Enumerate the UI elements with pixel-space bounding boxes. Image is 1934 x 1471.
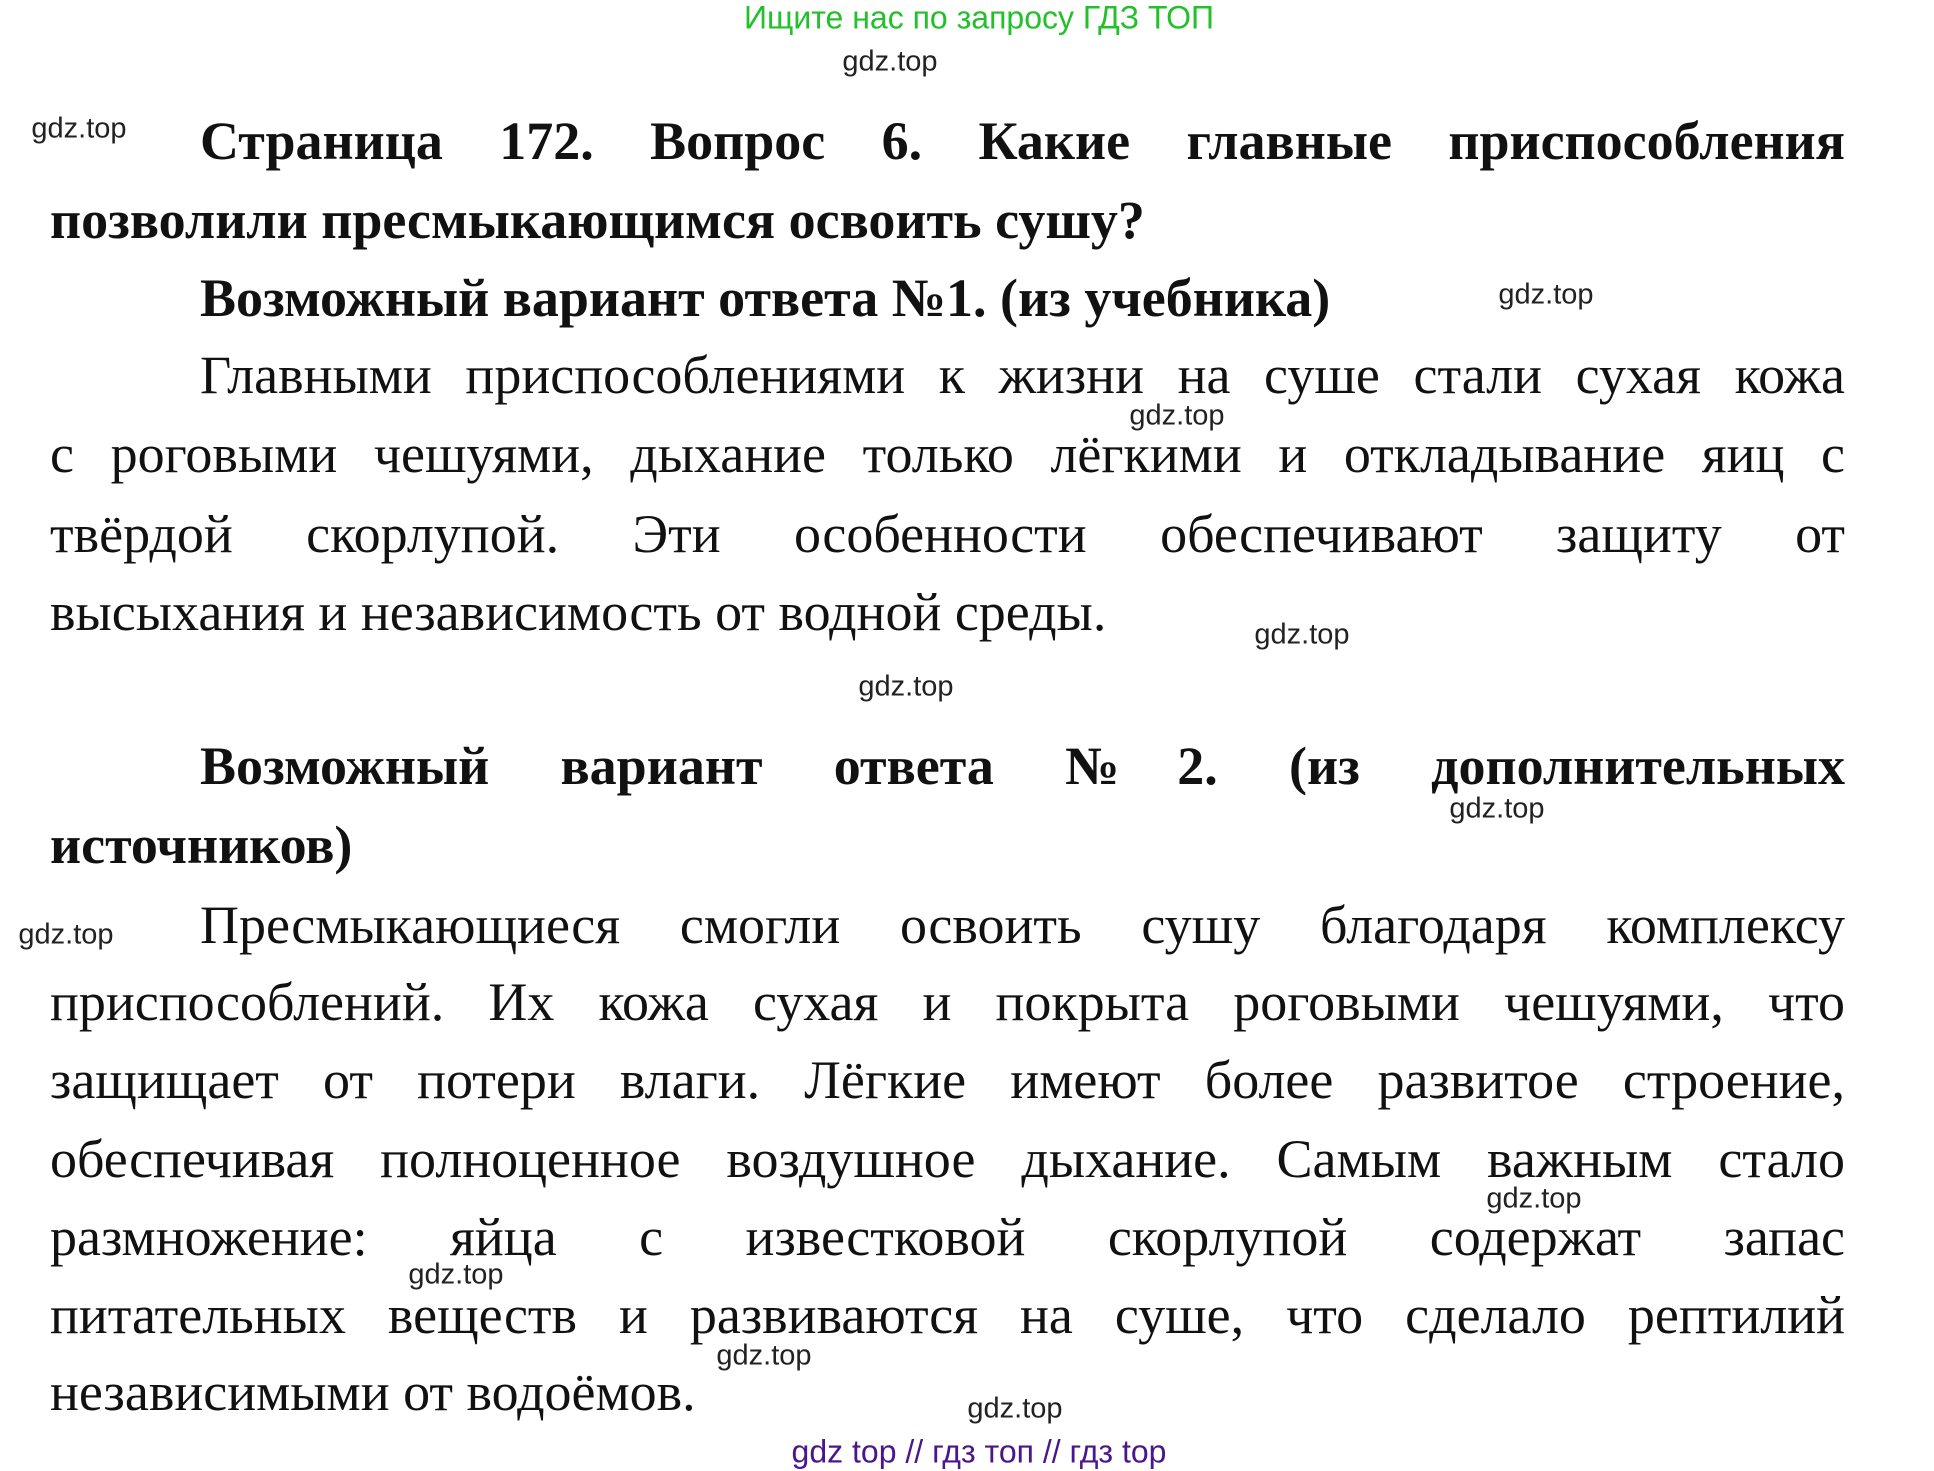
watermark: gdz.top: [31, 112, 127, 145]
answer2-line-7: независимыми от водоёмов.: [50, 1362, 696, 1422]
question-line-1: Страница 172. Вопрос 6. Какие главные приспособления: [200, 111, 1845, 171]
watermark: gdz.top: [18, 918, 114, 951]
answer2-line-5: размножение: яйца с известковой скорлупой содержат запас: [50, 1207, 1845, 1267]
watermark: gdz.top: [1254, 618, 1350, 651]
answer1-line-4: высыхания и независимость от водной среды.: [50, 582, 1107, 642]
answer2-line-6: питательных веществ и развиваются на суше, что сделало рептилий: [50, 1285, 1845, 1345]
watermark: gdz.top: [1498, 278, 1594, 311]
question-line-2: позволили пресмыкающимся освоить сушу?: [50, 190, 1145, 250]
watermark: gdz.top: [716, 1339, 812, 1372]
watermark: gdz.top: [1449, 792, 1545, 825]
answer1-line-1: Главными приспособлениями к жизни на суше стали сухая кожа: [200, 345, 1845, 405]
watermark: gdz.top: [1129, 399, 1225, 432]
watermark: gdz.top: [858, 670, 954, 703]
answer2-line-4: обеспечивая полноценное воздушное дыхание. Самым важным стало: [50, 1129, 1845, 1189]
answer2-line-2: приспособлений. Их кожа сухая и покрыта роговыми чешуями, что: [50, 972, 1845, 1032]
answer2-line-1: Пресмыкающиеся смогли освоить сушу благодаря комплексу: [200, 895, 1845, 955]
watermark: gdz.top: [408, 1258, 504, 1291]
watermark: gdz.top: [1486, 1182, 1582, 1215]
search-banner: Ищите нас по запросу ГДЗ ТОП: [744, 0, 1214, 36]
answer1-line-3: твёрдой скорлупой. Эти особенности обеспечивают защиту от: [50, 504, 1845, 564]
answer1-line-2: с роговыми чешуями, дыхание только лёгкими и откладывание яиц с: [50, 424, 1845, 484]
answer2-line-3: защищает от потери влаги. Лёгкие имеют более развитое строение,: [50, 1050, 1845, 1110]
answer1-heading: Возможный вариант ответа №1. (из учебника): [200, 268, 1331, 328]
watermark: gdz.top: [842, 45, 938, 78]
footer-links: gdz top // гдз топ // гдз top: [791, 1433, 1167, 1470]
watermark: gdz.top: [967, 1392, 1063, 1425]
answer2-heading-line-1: Возможный вариант ответа №2. (из дополнительных: [200, 736, 1845, 796]
answer2-heading-line-2: источников): [50, 815, 353, 875]
